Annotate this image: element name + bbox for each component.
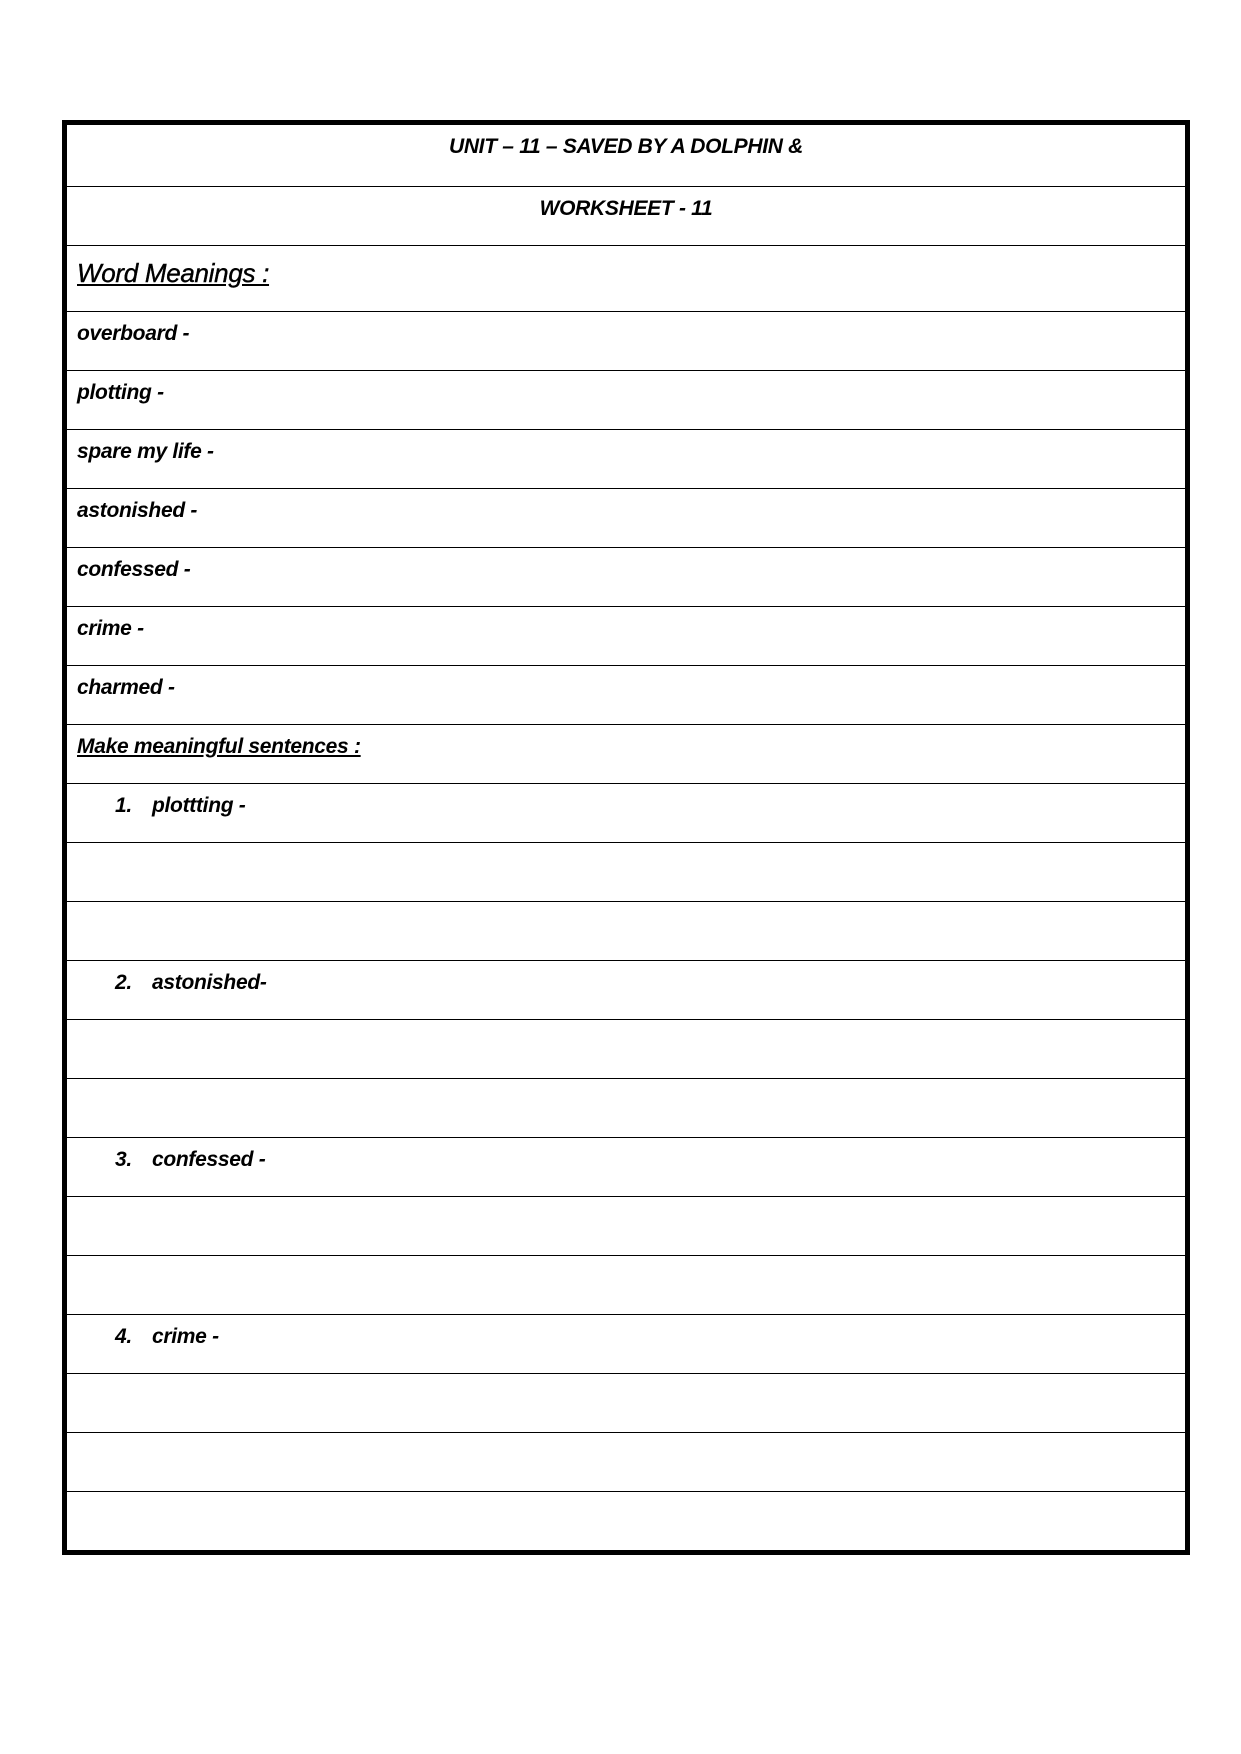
title-row xyxy=(67,125,1185,186)
title-line-1: UNIT – 11 – SAVED BY A DOLPHIN & xyxy=(448,135,804,158)
word-row[interactable]: spare my life - xyxy=(67,429,1185,488)
sentences-heading: Make meaningful sentences : xyxy=(67,724,1185,783)
answer-line[interactable] xyxy=(67,1373,1185,1432)
word-row[interactable]: overboard - xyxy=(67,311,1185,370)
word-row[interactable]: plotting - xyxy=(67,370,1185,429)
answer-line[interactable] xyxy=(67,1078,1185,1137)
answer-line[interactable] xyxy=(67,901,1185,960)
sentence-item[interactable] xyxy=(67,1314,1185,1373)
answer-line[interactable] xyxy=(67,1491,1185,1550)
word-row[interactable]: astonished - xyxy=(67,488,1185,547)
answer-line[interactable] xyxy=(67,1019,1185,1078)
worksheet-title: WORKSHEET - 11 xyxy=(539,197,713,220)
word-row[interactable]: confessed - xyxy=(67,547,1185,606)
item-word: crime - xyxy=(152,1325,219,1348)
item-word: astonished- xyxy=(152,971,267,994)
word-row[interactable]: crime - xyxy=(67,606,1185,665)
item-number: 3. xyxy=(115,1148,132,1171)
subtitle-row xyxy=(67,186,1185,245)
answer-line[interactable] xyxy=(67,842,1185,901)
word-row[interactable]: charmed - xyxy=(67,665,1185,724)
answer-line[interactable] xyxy=(67,1432,1185,1491)
worksheet-table xyxy=(62,120,1190,1555)
sentence-item[interactable] xyxy=(67,960,1185,1019)
item-number: 4. xyxy=(115,1325,132,1348)
word-meanings-heading: Word Meanings : xyxy=(67,245,1185,311)
answer-line[interactable] xyxy=(67,1196,1185,1255)
sentence-item[interactable] xyxy=(67,1137,1185,1196)
item-number: 1. xyxy=(115,794,132,817)
sentence-item[interactable] xyxy=(67,783,1185,842)
item-word: confessed - xyxy=(152,1148,266,1171)
item-word: plottting - xyxy=(152,794,246,817)
item-number: 2. xyxy=(115,971,132,994)
answer-line[interactable] xyxy=(67,1255,1185,1314)
